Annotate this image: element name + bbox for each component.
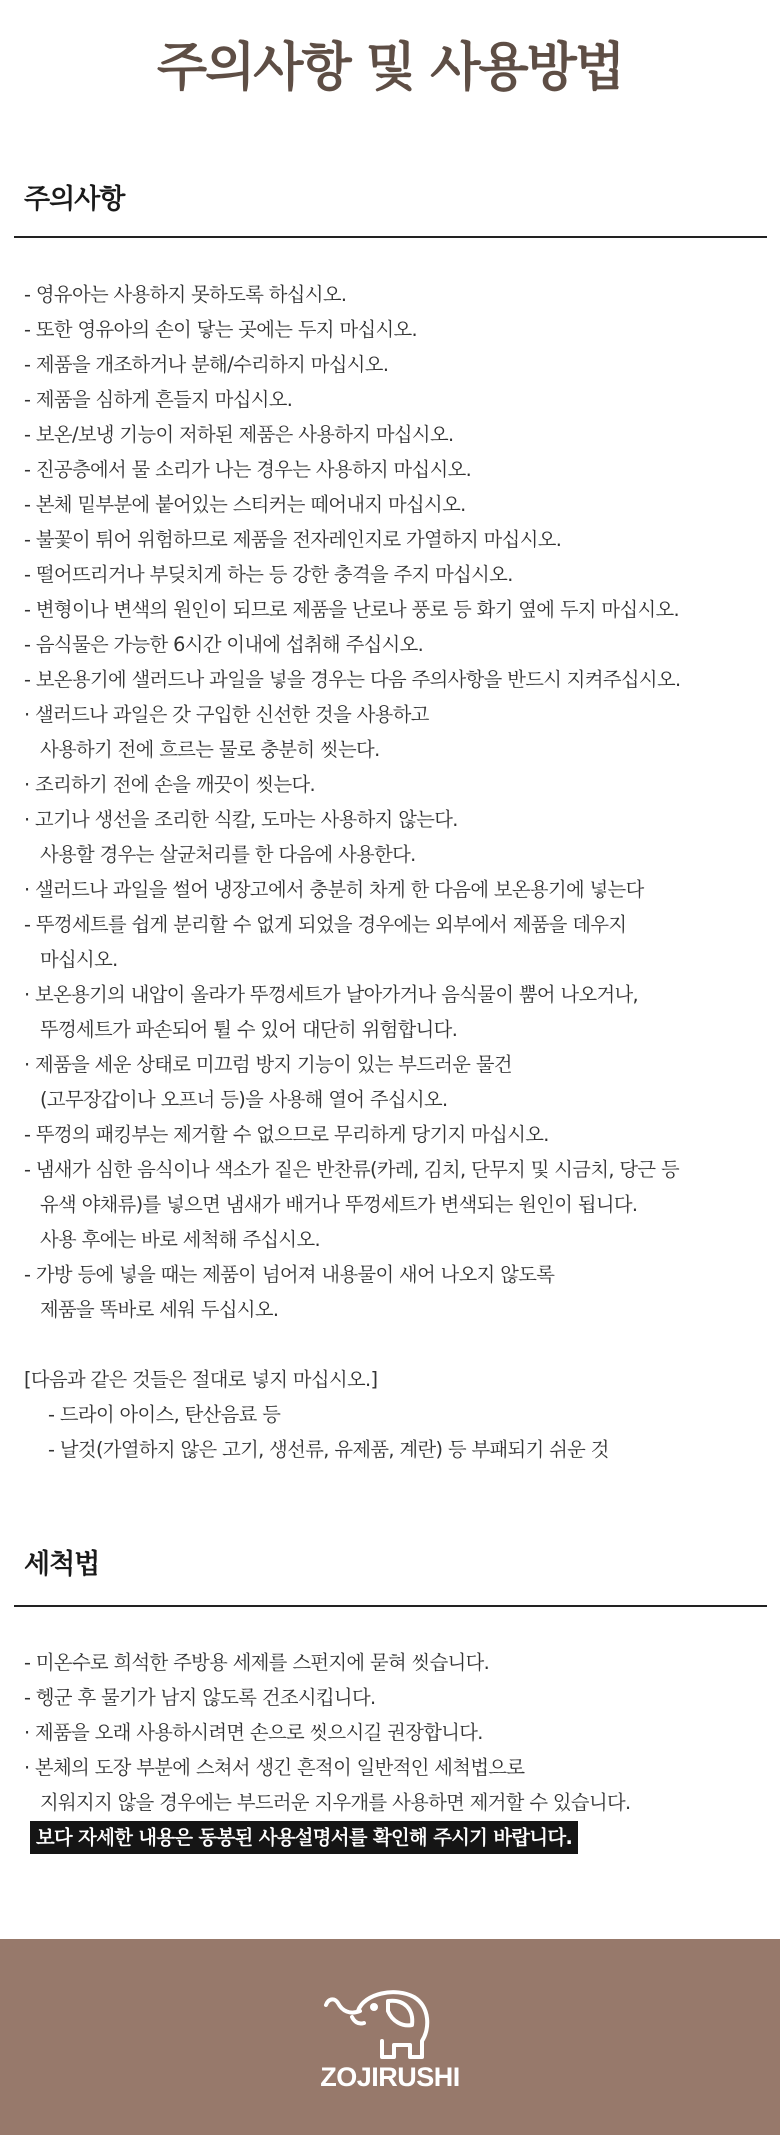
caution-heading: 주의사항 bbox=[24, 184, 125, 215]
washing-list bbox=[24, 1645, 764, 1858]
caution-line: - 보온용기에 샐러드나 과일을 넣을 경우는 다음 주의사항을 반드시 지켜주십시오. bbox=[24, 668, 681, 691]
caution-line: 사용하기 전에 흐르는 물로 충분히 씻는다. bbox=[40, 738, 380, 761]
caution-line: · 고기나 생선을 조리한 식칼, 도마는 사용하지 않는다. bbox=[24, 808, 458, 831]
caution-line: - 냄새가 심한 음식이나 색소가 짙은 반찬류(카레, 김치, 단무지 및 시금치, 당근 등 bbox=[24, 1158, 680, 1181]
prohibited-heading: [다음과 같은 것들은 절대로 넣지 마십시오.] bbox=[24, 1368, 378, 1391]
caution-line: · 샐러드나 과일을 썰어 냉장고에서 충분히 차게 한 다음에 보온용기에 넣는다 bbox=[24, 878, 644, 901]
caution-line: - 보온/보냉 기능이 저하된 제품은 사용하지 마십시오. bbox=[24, 423, 454, 446]
page-title: 주의사항 및 사용방법 bbox=[156, 38, 624, 98]
elephant-logo-icon bbox=[318, 1981, 462, 2065]
caution-line: · 샐러드나 과일은 갓 구입한 신선한 것을 사용하고 bbox=[24, 703, 429, 726]
caution-line: - 변형이나 변색의 원인이 되므로 제품을 난로나 풍로 등 화기 옆에 두지 마십시오. bbox=[24, 598, 680, 621]
caution-line: 사용할 경우는 살균처리를 한 다음에 사용한다. bbox=[40, 843, 416, 866]
prohibited-item: - 날것(가열하지 않은 고기, 생선류, 유제품, 계란) 등 부패되기 쉬운 것 bbox=[48, 1438, 609, 1461]
washing-divider bbox=[14, 1605, 767, 1607]
caution-line: 사용 후에는 바로 세척해 주십시오. bbox=[40, 1228, 321, 1251]
caution-line: (고무장갑이나 오프너 등)을 사용해 열어 주십시오. bbox=[40, 1088, 448, 1111]
washing-line: 지워지지 않을 경우에는 부드러운 지우개를 사용하면 제거할 수 있습니다. bbox=[40, 1791, 631, 1814]
caution-line: - 음식물은 가능한 6시간 이내에 섭취해 주십시오. bbox=[24, 633, 424, 656]
washing-line: - 헹군 후 물기가 남지 않도록 건조시킵니다. bbox=[24, 1686, 376, 1709]
caution-line: · 보온용기의 내압이 올라가 뚜껑세트가 날아가거나 음식물이 뿜어 나오거나, bbox=[24, 983, 639, 1006]
washing-line: · 제품을 오래 사용하시려면 손으로 씻으시길 권장합니다. bbox=[24, 1721, 483, 1744]
caution-line: - 불꽃이 튀어 위험하므로 제품을 전자레인지로 가열하지 마십시오. bbox=[24, 528, 562, 551]
caution-list bbox=[24, 277, 764, 1467]
caution-line: · 조리하기 전에 손을 깨끗이 씻는다. bbox=[24, 773, 316, 796]
footer bbox=[0, 1939, 780, 2135]
caution-line: 유색 야채류)를 넣으면 냄새가 배거나 뚜껑세트가 변색되는 원인이 됩니다. bbox=[40, 1193, 638, 1216]
caution-line: - 본체 밑부분에 붙어있는 스티커는 떼어내지 마십시오. bbox=[24, 493, 466, 516]
caution-line: - 뚜껑의 패킹부는 제거할 수 없으므로 무리하게 당기지 마십시오. bbox=[24, 1123, 549, 1146]
manual-notice: 보다 자세한 내용은 동봉된 사용설명서를 확인해 주시기 바랍니다. bbox=[30, 1821, 578, 1854]
caution-line: · 제품을 세운 상태로 미끄럼 방지 기능이 있는 부드러운 물건 bbox=[24, 1053, 512, 1076]
spacer bbox=[24, 1327, 764, 1362]
caution-line: 뚜껑세트가 파손되어 튈 수 있어 대단히 위험합니다. bbox=[40, 1018, 458, 1041]
caution-line: - 떨어뜨리거나 부딪치게 하는 등 강한 충격을 주지 마십시오. bbox=[24, 563, 513, 586]
caution-line: - 가방 등에 넣을 때는 제품이 넘어져 내용물이 새어 나오지 않도록 bbox=[24, 1263, 555, 1286]
caution-divider bbox=[14, 236, 767, 238]
caution-line: - 제품을 심하게 흔들지 마십시오. bbox=[24, 388, 293, 411]
caution-line: 제품을 똑바로 세워 두십시오. bbox=[40, 1298, 279, 1321]
brand-wordmark: ZOJIRUSHI bbox=[320, 2062, 460, 2092]
caution-line: - 제품을 개조하거나 분해/수리하지 마십시오. bbox=[24, 353, 389, 376]
washing-heading: 세척법 bbox=[24, 1549, 100, 1580]
washing-line: - 미온수로 희석한 주방용 세제를 스펀지에 묻혀 씻습니다. bbox=[24, 1651, 490, 1674]
caution-line: - 영유아는 사용하지 못하도록 하십시오. bbox=[24, 283, 347, 306]
caution-line: - 진공층에서 물 소리가 나는 경우는 사용하지 마십시오. bbox=[24, 458, 472, 481]
prohibited-item: - 드라이 아이스, 탄산음료 등 bbox=[48, 1403, 281, 1426]
caution-line: - 또한 영유아의 손이 닿는 곳에는 두지 마십시오. bbox=[24, 318, 418, 341]
caution-line: 마십시오. bbox=[40, 948, 118, 971]
caution-line: - 뚜껑세트를 쉽게 분리할 수 없게 되었을 경우에는 외부에서 제품을 데우지 bbox=[24, 913, 627, 936]
washing-line: · 본체의 도장 부분에 스쳐서 생긴 흔적이 일반적인 세척법으로 bbox=[24, 1756, 525, 1779]
brand-logo bbox=[318, 1981, 462, 2101]
